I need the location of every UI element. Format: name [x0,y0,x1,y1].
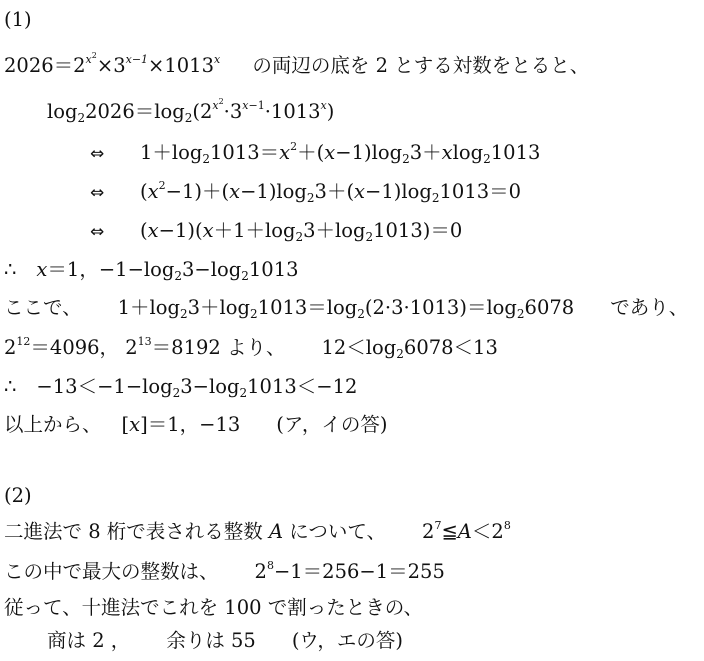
part2-line1: 二進法で 8 桁で表される整数 A について、 $2^7≦A<2^8$ [4,519,511,543]
answer-tag-1: (ア，イの答) [276,413,388,436]
quotient-text: 商は 2 ， [47,629,131,652]
part2-line3: 従って、十進法でこれを 100 で割ったときの、 [4,596,423,619]
here-line: ここで、 $1+\log_23+\log_21013=\log_2(2\cdot 3\cdot 1013)=\log_26078$ であり、 [4,296,689,321]
step1-line: ⇔ $1+\log_21013=x^2+(x-1)\log_23+xlog_21013$ [90,140,541,166]
equiv-symbol: ⇔ [90,183,105,203]
step3-line: ⇔ $(x-1)(x+1+\log_23+\log_21013)=0$ [90,219,463,244]
part2-line2: この中で最大の整数は、 $2^8-1=256-1=255$ [4,559,445,583]
bound-line: $2^{12}=4096$， $2^{13}=8192$ より、 $12<\log_26078<13$ [4,335,498,361]
intro-line [4,51,590,78]
remainder-text: 余りは 55 [166,629,256,652]
part2-label: (2) [4,484,32,507]
therefore-symbol: ∴ [4,258,17,281]
conclusion-line: 以上から、 [x]＝1，−13 (ア，イの答) [4,413,388,436]
step2-line: ⇔ $(x^2-1)+(x-1)\log_23+(x-1)\log_21013=0$ [90,179,522,205]
intro-equation: $2026=2^{x^2}\times 3^{x-1}\times 1013^x$ [4,51,221,77]
solutions-line: ∴ x＝1，$-1-\log_23-\log_21013$ [4,258,299,283]
part1-label: (1) [4,8,32,31]
equiv-symbol: ⇔ [90,222,105,242]
range-line: ∴ $-13<-1-\log_23-\log_21013<-12$ [4,375,358,400]
part2-answer-line [47,629,403,653]
answer-tag-2: (ウ，エの答) [291,629,403,652]
therefore-symbol: ∴ [4,375,17,398]
log-line: $\log_22026=\log_2(2^{x^2}\cdot 3^{x-1}\cdot 1013^x)$ [47,97,335,125]
intro-text: の両辺の底を 2 とする対数をとると、 [252,54,590,77]
equiv-symbol: ⇔ [90,144,105,164]
